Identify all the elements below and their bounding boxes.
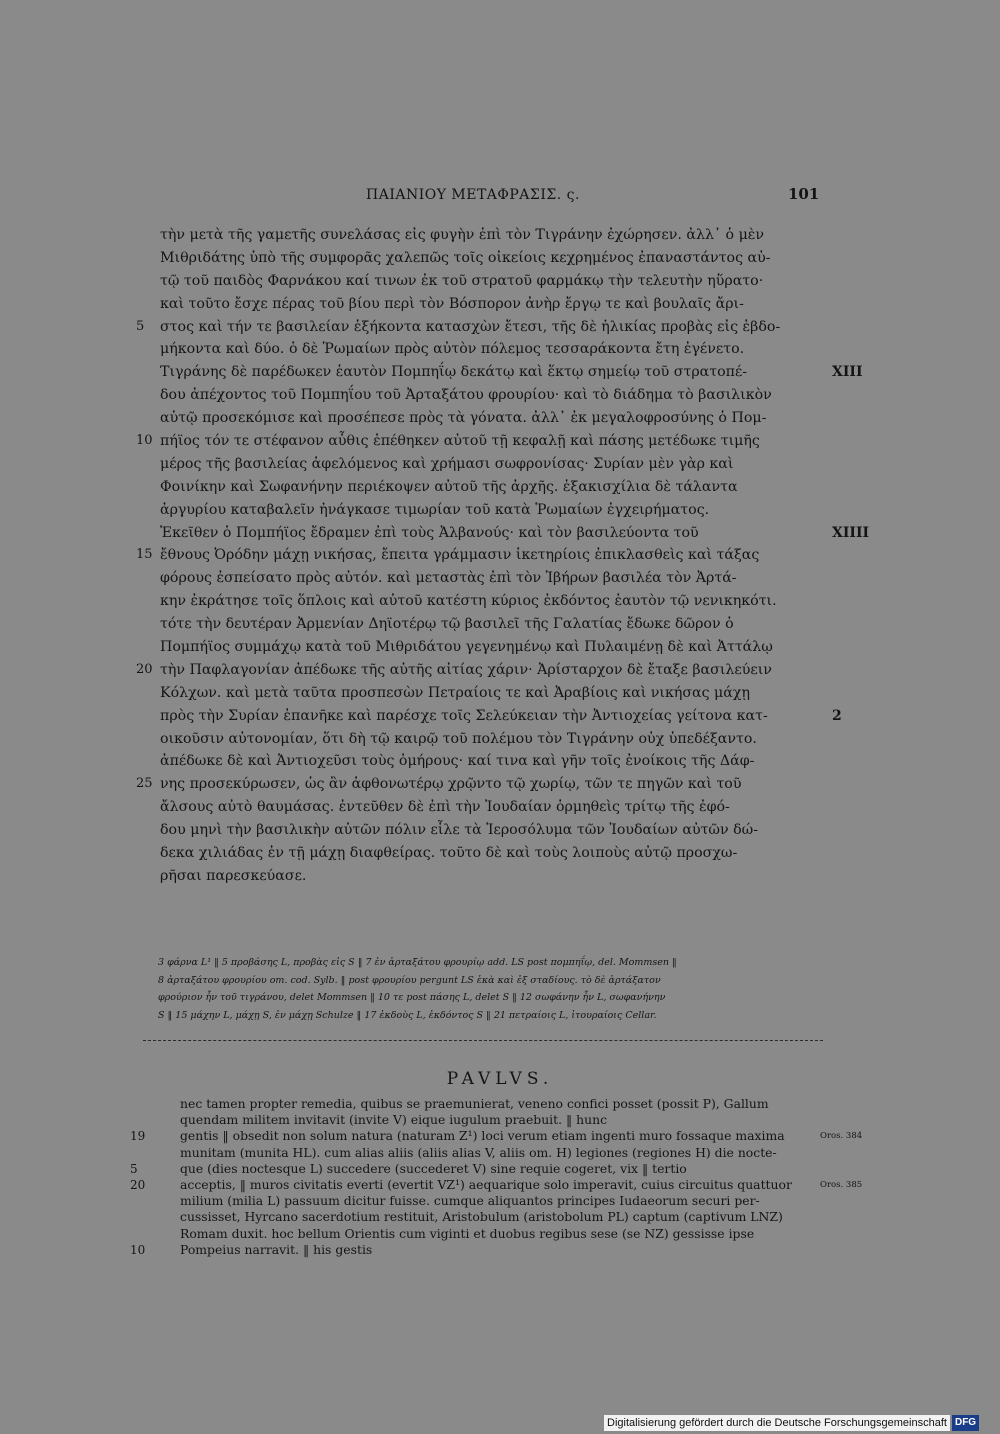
latin-line [180, 1193, 820, 1209]
greek-line [160, 865, 820, 888]
greek-line [160, 499, 820, 522]
footer-text: Digitalisierung gefördert durch die Deutsche Forschungsgemeinschaft [604, 1415, 950, 1431]
greek-line-text: κην ἐκράτησε τοῖς ὅπλοις καὶ αὐτοῦ κατέστη κύριος ἐκδόντος ἑαυτὸν τῷ νενικηκότι. [160, 593, 777, 610]
greek-line-text: στος καὶ τήν τε βασιλείαν ἑξήκοντα κατασχὼν ἔτεσι, τῆς δὲ ἡλικίας προβὰς εἰς ἑβδο- [160, 318, 781, 335]
greek-line-text: νης προσεκύρωσεν, ὡς ἂν ἀφθονωτέρῳ χρῷντο τῷ χωρίῳ, τῶν τε πηγῶν καὶ τοῦ [160, 776, 742, 793]
greek-line [160, 705, 842, 728]
greek-line-text: τὴν μετὰ τῆς γαμετῆς συνελάσας εἰς φυγὴν ἐπὶ τὸν Τιγράνην ἐχώρησεν. ἀλλ᾽ ὁ μὲν [160, 227, 765, 243]
greek-line-text: ρῆσαι παρεσκεύασε. [160, 867, 307, 884]
greek-line [136, 430, 820, 453]
greek-line [136, 316, 820, 339]
latin-line [130, 1176, 863, 1193]
apparatus-line: 3 φάρνα L¹ ‖ 5 προβάσης L, προβὰς εἰς S ‖ 7 ἐν ἀρταξάτου φρουρίῳ add. LS post πομπηΐῳ, del. Mommsen ‖ [158, 957, 677, 968]
greek-line [160, 750, 820, 773]
latin-line [130, 1241, 820, 1258]
greek-line [160, 728, 820, 751]
greek-line [160, 567, 820, 590]
latin-line-number: 20 [130, 1177, 146, 1192]
latin-text-block [130, 1096, 863, 1258]
greek-line-text: τότε τὴν δευτέραν Ἀρμενίαν Δηϊοτέρῳ τῷ βασιλεῖ τῆς Γαλατίας ἔδωκε δῶρον ὁ [160, 616, 734, 633]
greek-line-text: Πομπήϊος συμμάχῳ κατὰ τοῦ Μιθριδάτου γεγενημένῳ καὶ Πυλαιμένῃ δὲ καὶ Ἀττάλῳ [160, 639, 773, 656]
greek-margin-note: XIIII [832, 524, 870, 541]
greek-line [160, 682, 820, 705]
greek-line [160, 338, 820, 361]
greek-line [160, 224, 820, 247]
greek-line [160, 522, 870, 545]
greek-line-text: τῷ τοῦ παιδὸς Φαρνάκου καί τινων ἐκ τοῦ στρατοῦ φαρμάκῳ τὴν τελευτὴν ηὕρατο· [160, 272, 764, 289]
greek-line [160, 590, 820, 613]
greek-line-text: Κόλχων. καὶ μετὰ ταῦτα προσπεσὼν Πετραίοις τε καὶ Ἀραβίοις καὶ νικήσας μάχῃ [160, 684, 750, 701]
greek-line-text: οικοῦσιν αὐτονομίαν, ὅτι δὴ τῷ καιρῷ τοῦ πολέμου τὸν Τιγράνην οὐχ ὑπεδέξαντο. [160, 730, 757, 747]
latin-line-text: quendam militem invitavit (invite V) eique iugulum praebuit. ‖ hunc [180, 1112, 608, 1128]
greek-line-number: 25 [136, 776, 153, 792]
latin-line-text: nec tamen propter remedia, quibus se praemunierat, veneno confici posset (possit P), Gallum [180, 1096, 769, 1111]
latin-line-text: que (dies noctesque L) succedere (succederet V) sine requie cogeret, vix ‖ tertio [180, 1160, 687, 1176]
greek-line [160, 613, 820, 636]
greek-margin-note: 2 [832, 707, 842, 724]
critical-apparatus [158, 954, 822, 1024]
greek-line [160, 819, 820, 842]
latin-line [180, 1096, 820, 1112]
section-title: PAVLVS. [446, 1069, 554, 1089]
apparatus-line: S ‖ 15 μάχην L, μάχῃ S, ἐν μάχῃ Schulze ‖ 17 ἐκδοὺς L, ἐκδόντος S ‖ 21 πετραίοις L, ἰτουραίοις Cellar. [158, 1009, 657, 1021]
greek-line-text: Ἐκεῖθεν ὁ Πομπήϊος ἔδραμεν ἐπὶ τοὺς Ἀλβανούς· καὶ τὸν βασιλεύοντα τοῦ [160, 524, 699, 541]
latin-line-number: 5 [130, 1161, 138, 1176]
latin-line-text: cussisset, Hyrcano sacerdotium restituit, Aristobulum (aristobolum PL) captum (captivum LNZ) [180, 1209, 783, 1225]
greek-line-text: αὐτῷ προσεκόμισε καὶ προσέπεσε πρὸς τὰ γόνατα. ἀλλ᾽ ἐκ μεγαλοφροσύνης ὁ Πομ- [160, 410, 767, 427]
footer-bar [604, 1415, 979, 1431]
greek-line-text: δου μηνὶ τὴν βασιλικὴν αὐτῶν πόλιν εἷλε τὰ Ἱεροσόλυμα τῶν Ἰουδαίων αὐτῶν δώ- [160, 822, 759, 839]
greek-line [160, 796, 820, 819]
greek-line [160, 270, 820, 293]
greek-line [136, 773, 820, 796]
greek-line-text: καὶ τοῦτο ἔσχε πέρας τοῦ βίου περὶ τὸν Βόσπορον ἀνὴρ ἔργῳ τε καὶ βουλαῖς ἄρι- [160, 295, 744, 312]
latin-line-text: Romam duxit. hoc bellum Orientis cum viginti et duobus regibus sese (se NZ) gessisse ipse [180, 1225, 755, 1241]
latin-line-text: munitam (munita HL). cum alias aliis (aliis alias V, aliis om. H) legiones (regiones H) die nocte- [180, 1144, 777, 1160]
latin-line [130, 1128, 863, 1144]
latin-line-number: 10 [130, 1242, 146, 1257]
greek-line-text: ἔθνους Ὀρόδην μάχῃ νικήσας, ἔπειτα γράμμασιν ἱκετηρίοις ἐπικλασθεὶς καὶ τάξας [160, 547, 760, 564]
greek-line [160, 476, 820, 499]
greek-line-text: τὴν Παφλαγονίαν ἀπέδωκε τῆς αὐτῆς αἰτίας χάριν· Ἀρίσταρχον δὲ ἔταξε βασιλεύειν [160, 661, 772, 678]
greek-line-number: 5 [136, 318, 145, 334]
greek-line-text: δεκα χιλιάδας ἐν τῇ μάχῃ διαφθείρας. τοῦτο δὲ καὶ τοὺς λοιποὺς αὐτῷ προσχω- [160, 845, 738, 862]
greek-line-text: ἀργυρίου καταβαλεῖν ἠνάγκασε τιμωρίαν τοῦ κατὰ Ῥωμαίων ἐγχειρήματος. [160, 501, 710, 518]
greek-line [160, 453, 820, 476]
apparatus-line: φρούριον ἦν τοῦ τιγράνου, delet Mommsen ‖ 10 τε post πάσης L, delet S ‖ 12 σωφάνην ἦν L, σωφανήνην [158, 992, 666, 1003]
latin-margin-note: Oros. 384 [820, 1131, 863, 1142]
apparatus-line: 8 ἀρταξάτου φρουρίου om. cod. Sylb. ‖ post φρουρίου pergunt LS ἑκὰ καὶ ἐξ σταδίους. τὸ δὲ ἀρτάξατον [158, 974, 661, 986]
greek-line [136, 659, 820, 682]
greek-line-text: μήκοντα καὶ δύο. ὁ δὲ Ῥωμαίων πρὸς αὐτὸν πόλεμος τεσσαράκοντα ἔτη ἐγένετο. [160, 341, 745, 358]
greek-line-number: 10 [136, 433, 153, 449]
page-number: 101 [788, 185, 820, 203]
greek-line [160, 407, 820, 430]
greek-line-text: μέρος τῆς βασιλείας ἀφελόμενος καὶ χρήμασι σωφρονίσας· Συρίαν μὲν γὰρ καὶ [160, 455, 734, 472]
greek-line-text: πρὸς τὴν Συρίαν ἐπανῆκε καὶ παρέσχε τοῖς Σελεύκειαν τὴν Ἀντιοχείας γείτονα κατ- [160, 707, 768, 724]
greek-text-block [136, 224, 870, 888]
latin-line-text: Pompeius narravit. ‖ his gestis [180, 1241, 373, 1257]
latin-line-text: milium (milia L) passuum dicitur fuisse. cumque aliquantos principes Iudaeorum securi per- [180, 1193, 760, 1209]
greek-line [136, 544, 820, 567]
dfg-logo: DFG [952, 1415, 979, 1431]
latin-line [130, 1160, 820, 1177]
latin-line [180, 1112, 820, 1128]
latin-line [180, 1145, 820, 1161]
running-header: ΠΑΙΑΝΙΟΥ ΜΕΤΑΦΡΑΣΙΣ. ς. [366, 187, 580, 203]
greek-line-text: Φοινίκην καὶ Σωφανήνην περιέκοψεν αὐτοῦ τῆς ἀρχῆς. ἑξακισχίλια δὲ τάλαντα [160, 478, 738, 495]
dashed-rule [143, 1040, 823, 1041]
greek-line-number: 20 [136, 661, 153, 677]
greek-line-text: ἄλσους αὐτὸ θαυμάσας. ἐντεῦθεν δὲ ἐπὶ τὴν Ἰουδαίαν ὁρμηθεὶς τρίτῳ τῆς ἐφό- [160, 799, 730, 816]
greek-line [160, 361, 863, 384]
latin-line [180, 1226, 820, 1242]
greek-line-text: φόρους ἐσπείσατο πρὸς αὐτόν. καὶ μεταστὰς ἐπὶ τὸν Ἰβήρων βασιλέα τὸν Ἀρτά- [160, 570, 737, 587]
greek-line-number: 15 [136, 547, 153, 563]
greek-line-text: Τιγράνης δὲ παρέδωκεν ἑαυτὸν Πομπηΐῳ δεκάτῳ καὶ ἕκτῳ σημείῳ τοῦ στρατοπέ- [160, 364, 748, 381]
greek-line [160, 384, 820, 407]
greek-line [160, 636, 820, 659]
latin-line [180, 1209, 820, 1225]
latin-line-text: gentis ‖ obsedit non solum natura (naturam Z¹) loci verum etiam ingenti muro fossaque maxima [180, 1128, 785, 1144]
greek-line-text: πήϊος τόν τε στέφανον αὖθις ἐπέθηκεν αὐτοῦ τῇ κεφαλῇ καὶ πάσης μετέδωκε τιμῆς [160, 433, 760, 450]
greek-line [160, 247, 820, 270]
latin-line-number: 19 [130, 1129, 146, 1144]
latin-margin-note: Oros. 385 [820, 1179, 863, 1190]
greek-line [160, 842, 820, 865]
greek-line [160, 293, 820, 316]
greek-line-text: ἀπέδωκε δὲ καὶ Ἀντιοχεῦσι τοὺς ὁμήρους· καί τινα καὶ γῆν τοῖς ἐνοίκοις τῆς Δάφ- [160, 753, 755, 770]
greek-line-text: δου ἀπέχοντος τοῦ Πομπηΐου τοῦ Ἀρταξάτου φρουρίου· καὶ τὸ διάδημα τὸ βασιλικὸν [160, 387, 772, 404]
latin-line-text: acceptis, ‖ muros civitatis everti (evertit VZ¹) aequarique solo imperavit, cuius circuitus quattuor [180, 1176, 792, 1192]
greek-margin-note: XIII [832, 364, 863, 381]
greek-line-text: Μιθριδάτης ὑπὸ τῆς συμφορᾶς χαλεπῶς τοῖς οἰκείοις κεχρημένος ἐπαναστάντος αὐ- [160, 249, 771, 266]
